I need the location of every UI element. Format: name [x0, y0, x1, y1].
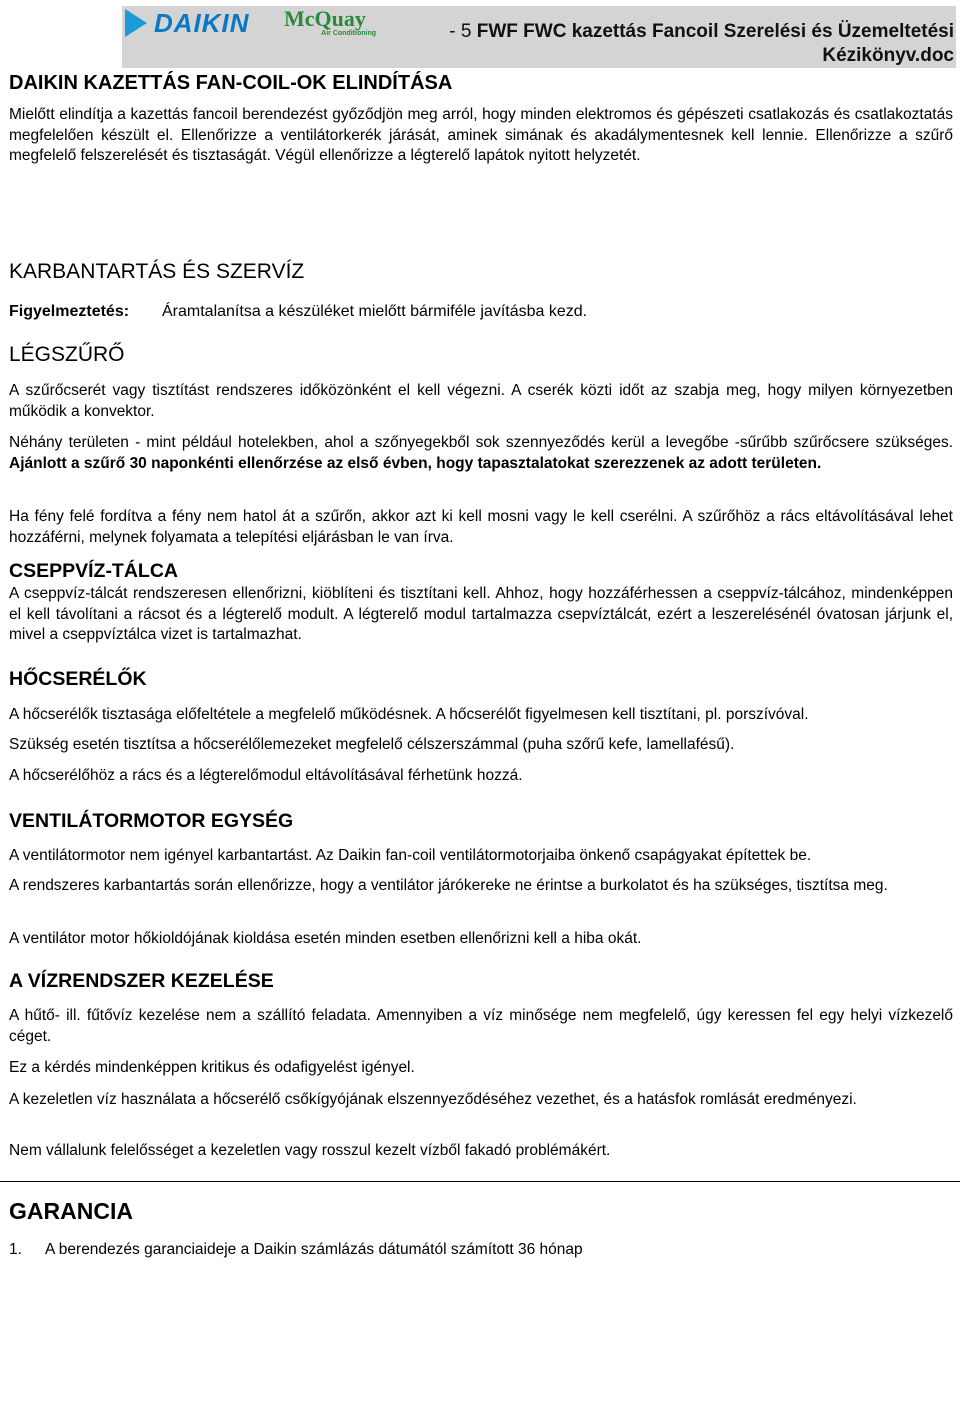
- mcquay-logo: [284, 8, 376, 40]
- filter-paragraph-2: [9, 433, 953, 474]
- fan-motor-paragraph-2: A rendszeres karbantartás során ellenőrizze, hogy a ventilátor járókereke ne érintse a burkolatot és ha szükséges, tisztítsa meg.: [9, 877, 888, 894]
- startup-paragraph: Mielőtt elindítja a kazettás fancoil berendezést győződjön meg arról, hogy minden elektromos és gépészeti csatlakozás és csatlakoztatás megfelelően készült el. Ellenőrizze a ventilátorkerék járását, aminek simának és akadálymentesnek kell lennie. Ellenőrizze a szűrő megfelelő felszerelését és tisztaságát. Végül ellenőrizze a légterelő lapátok nyitott helyzetét.: [9, 106, 953, 164]
- warranty-list-item: [9, 1241, 953, 1259]
- startup-heading: DAIKIN KAZETTÁS FAN-COIL-OK ELINDÍTÁSA: [9, 72, 453, 94]
- filter-paragraph-2-text: Néhány területen - mint például hotelekben, ahol a szőnyegekből sok szennyeződés kerül a levegőbe -sűrűbb szűrőcsere szükséges.: [9, 434, 953, 451]
- mcquay-wordmark: McQuay: [284, 6, 366, 31]
- drip-tray-paragraph: A cseppvíz-tálcát rendszeresen ellenőrizni, kiöblíteni és tisztítani kell. Ahhoz, hogy hozzáférhessen a cseppvíz-tálcához, mindenképpen el kell távolítani a rácsot és a légterelő modult. A légterelő modul tartalmazza csepvíztálcát, ezért a leszerelésénél óvatosan járjunk el, mivel a cseppvíztálca vizet is tartalmazhat.: [9, 585, 953, 643]
- warranty-item-text: A berendezés garanciaideje a Daikin számlázás dátumától számított 36 hónap: [45, 1241, 583, 1258]
- fan-motor-paragraph-1: A ventilátormotor nem igényel karbantartást. Az Daikin fan-coil ventilátormotorjaiba önkenő csapágyakat építettek be.: [9, 847, 812, 864]
- divider-line: [0, 1181, 960, 1182]
- drip-tray-heading: CSEPPVÍZ-TÁLCA: [9, 560, 179, 582]
- fan-motor-heading: VENTILÁTORMOTOR EGYSÉG: [9, 810, 294, 832]
- filter-recommendation: Ajánlott a szűrő 30 naponkénti ellenőrzése az első évben, hogy tapasztalatokat szerezzenek az adott területen.: [9, 454, 822, 472]
- heat-exchangers-paragraph-2: Szükség esetén tisztítsa a hőcserélőlemezeket megfelelő célszerszámmal (puha szőrű kefe, lamellafésű).: [9, 736, 735, 753]
- water-paragraph-4: Nem vállalunk felelősséget a kezeletlen vagy rosszul kezelt vízből fakadó problémákért.: [9, 1142, 611, 1159]
- heat-exchangers-paragraph-1: A hőcserélők tisztasága előfeltétele a megfelelő működésnek. A hőcserélőt figyelmesen kell tisztítani, pl. porszívóval.: [9, 706, 809, 723]
- filter-heading: LÉGSZŰRŐ: [9, 343, 125, 366]
- heat-exchangers-heading: HŐCSERÉLŐK: [9, 668, 147, 690]
- warranty-item-number: 1.: [9, 1241, 22, 1258]
- water-heading: A VÍZRENDSZER KEZELÉSE: [9, 970, 274, 992]
- warranty-heading: GARANCIA: [9, 1198, 133, 1224]
- daikin-wordmark: DAIKIN: [154, 7, 250, 38]
- filter-paragraph-1: A szűrőcserét vagy tisztítást rendszeres időközönként el kell végezni. A cserék közti időt az szabja meg, hogy milyen környezetben működik a konvektor.: [9, 382, 953, 420]
- daikin-logo: [122, 6, 282, 40]
- warning-text: Áramtalanítsa a készüléket mielőtt bármiféle javításba kezd.: [162, 303, 588, 320]
- heat-exchangers-paragraph-3: A hőcserélőhöz a rács és a légterelőmodul eltávolításával férhetünk hozzá.: [9, 767, 523, 784]
- daikin-triangle-icon: [125, 9, 147, 37]
- document-title: [374, 20, 954, 68]
- filter-paragraph-3: Ha fény felé fordítva a fény nem hatol át a szűrőn, akkor azt ki kell mosni vagy le kell cserélni. A szűrőhöz a rács eltávolításával lehet hozzáférni, melynek folyamata a telepítési eljárásban le van írva.: [9, 508, 953, 546]
- water-paragraph-1: A hűtő- ill. fűtővíz kezelése nem a szállító feladata. Amennyiben a víz minősége nem megfelelő, úgy keressen fel egy helyi vízkezelő céget.: [9, 1007, 953, 1045]
- water-paragraph-2: Ez a kérdés mindenképpen kritikus és odafigyelést igényel.: [9, 1059, 415, 1076]
- mcquay-subtitle: Air Conditioning: [321, 30, 376, 37]
- fan-motor-paragraph-3: A ventilátor motor hőkioldójának kioldása esetén minden esetben ellenőrizni kell a hiba okát.: [9, 930, 642, 947]
- document-title-text: FWF FWC kazettás Fancoil Szerelési és Üzemeltetési Kézikönyv.doc: [476, 21, 954, 66]
- water-paragraph-3: A kezeletlen víz használata a hőcserélő csőkígyójának elszennyeződéséhez vezethet, és a hatásfok romlását eredményezi.: [9, 1091, 857, 1108]
- warning-label: Figyelmeztetés:: [9, 303, 130, 320]
- maintenance-heading: KARBANTARTÁS ÉS SZERVÍZ: [9, 260, 305, 283]
- page-number: - 5: [449, 21, 472, 42]
